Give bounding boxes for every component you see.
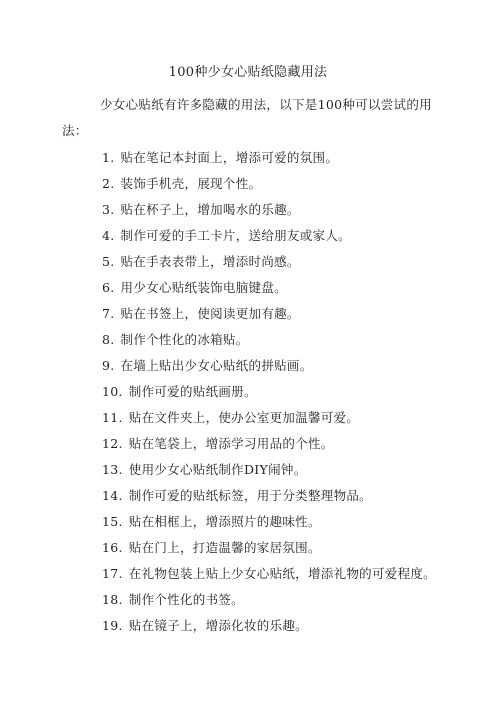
intro-paragraph: 少女心贴纸有许多隐藏的用法，以下是100种可以尝试的用法：	[62, 97, 432, 138]
item-number: 18.	[102, 592, 123, 607]
list-item	[102, 509, 482, 535]
item-text: 装饰手机壳，展现个性。	[120, 176, 262, 191]
item-number: 8.	[102, 332, 115, 347]
list-item	[102, 379, 482, 405]
item-number: 5.	[102, 254, 115, 269]
item-text: 贴在文件夹上，使办公室更加温馨可爱。	[128, 410, 360, 425]
list-item	[102, 223, 482, 249]
item-number: 9.	[102, 358, 115, 373]
item-text: 贴在杯子上，增加喝水的乐趣。	[120, 202, 300, 217]
item-text: 贴在笔记本封面上，增添可爱的氛围。	[120, 150, 339, 165]
item-number: 3.	[102, 202, 115, 217]
list-item	[102, 275, 482, 301]
item-text: 贴在门上，打造温馨的家居氛围。	[128, 540, 321, 555]
item-number: 16.	[102, 540, 123, 555]
list-item	[102, 301, 482, 327]
document-title: 100种少女心贴纸隐藏用法	[168, 65, 328, 80]
item-number: 19.	[102, 618, 123, 633]
item-number: 17.	[102, 566, 123, 581]
item-number: 12.	[102, 436, 123, 451]
item-text: 制作可爱的手工卡片，送给朋友或家人。	[120, 228, 351, 243]
list-item	[102, 249, 482, 275]
item-number: 11.	[102, 410, 123, 425]
list-item	[102, 613, 482, 639]
item-number: 2.	[102, 176, 115, 191]
list-item	[102, 405, 482, 431]
item-number: 4.	[102, 228, 115, 243]
item-text: 贴在笔袋上，增添学习用品的个性。	[128, 436, 334, 451]
item-number: 15.	[102, 514, 123, 529]
list-item	[102, 535, 482, 561]
item-text: 贴在镜子上，增添化妆的乐趣。	[128, 618, 308, 633]
list-item	[102, 353, 482, 379]
item-number: 7.	[102, 306, 115, 321]
list-item	[102, 587, 482, 613]
list-item	[102, 457, 482, 483]
item-text: 贴在手表表带上，增添时尚感。	[120, 254, 300, 269]
item-text: 用少女心贴纸装饰电脑键盘。	[120, 280, 287, 295]
list-item	[102, 483, 482, 509]
item-number: 14.	[102, 488, 123, 503]
item-text: 在墙上贴出少女心贴纸的拼贴画。	[120, 358, 313, 373]
item-number: 6.	[102, 280, 115, 295]
usage-list	[102, 145, 482, 639]
list-item	[102, 145, 482, 171]
item-text: 在礼物包装上贴上少女心贴纸，增添礼物的可爱程度。	[128, 566, 436, 581]
list-item	[102, 327, 482, 353]
list-item	[102, 197, 482, 223]
item-text: 使用少女心贴纸制作DIY闹钟。	[128, 462, 307, 477]
list-item	[102, 431, 482, 457]
item-text: 制作个性化的书签。	[128, 592, 244, 607]
item-text: 贴在相框上，增添照片的趣味性。	[128, 514, 321, 529]
item-number: 1.	[102, 150, 115, 165]
item-text: 制作可爱的贴纸标签，用于分类整理物品。	[128, 488, 372, 503]
item-text: 制作个性化的冰箱贴。	[120, 332, 249, 347]
list-item	[102, 171, 482, 197]
item-text: 制作可爱的贴纸画册。	[128, 384, 257, 399]
list-item	[102, 561, 482, 587]
item-number: 13.	[102, 462, 123, 477]
item-number: 10.	[102, 384, 123, 399]
item-text: 贴在书签上，使阅读更加有趣。	[120, 306, 300, 321]
